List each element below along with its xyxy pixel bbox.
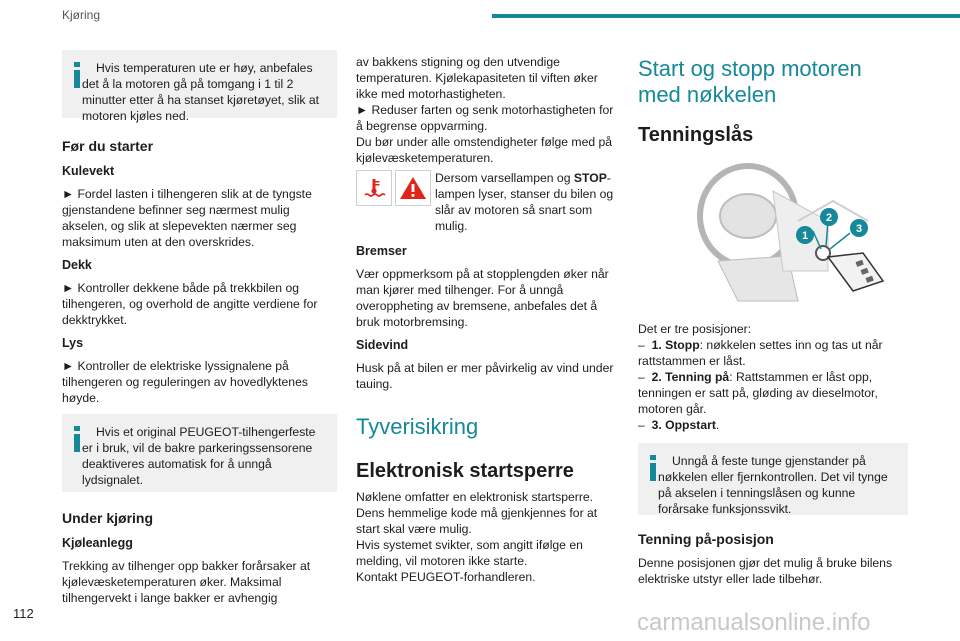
warning-stop-label: STOP bbox=[573, 171, 607, 185]
header-accent-bar bbox=[492, 14, 960, 18]
text-bremser: Vær oppmerksom på at stopplengden øker når man kjører med tilhenger. For å unngå overoppheting av bremsene, anbefales det å bruk motorbremsing. bbox=[356, 267, 609, 329]
text-contact-dealer: Kontakt PEUGEOT-forhandleren. bbox=[356, 570, 536, 584]
heading-bremser: Bremser bbox=[356, 244, 407, 258]
text-cooling-cont: av bakkens stigning og den utvendige temperaturen. Kjølekapasiteten til viften øker ikke med motorhastigheten. bbox=[356, 55, 598, 101]
column-3 bbox=[638, 50, 908, 587]
text-kjoleanlegg: Trekking av tilhenger opp bakker forårsaker at kjølevæsketemperaturen øker. Maksimal tilhengervekt i lange bakker er avhengig bbox=[62, 559, 311, 605]
info-note bbox=[638, 443, 908, 515]
callout-1-label: 1 bbox=[801, 230, 809, 242]
heading-before-start: Før du starter bbox=[62, 138, 154, 154]
position-3-text: . bbox=[715, 418, 720, 432]
info-note-text: Unngå å feste tunge gjenstander på nøkkelen eller fjernkontrollen. Det vil tynge på akselen i tenningslåsen og kunne forårsake funksjonssvikt. bbox=[658, 454, 888, 516]
callout-3-label: 3 bbox=[855, 223, 863, 235]
page-number: 112 bbox=[13, 606, 34, 621]
text-dekk: ► Kontroller dekkene både på trekkbilen og tilhengeren, og overhold de angitte verdiene for dekktrykket. bbox=[62, 281, 318, 327]
position-1 bbox=[638, 337, 908, 369]
heading-elektronisk-startsperre: Elektronisk startsperre bbox=[356, 460, 574, 482]
warning-triangle-icon bbox=[395, 170, 431, 206]
dash: – bbox=[638, 338, 645, 352]
position-1-text: : nøkkelen settes inn og tas ut når rattstammen er låst. bbox=[638, 338, 883, 368]
text-lys: ► Kontroller de elektriske lyssignalene på tilhengeren og reguleringen av hovedlyktenes høyde. bbox=[62, 359, 308, 405]
section-title-tyverisikring: Tyverisikring bbox=[356, 414, 479, 439]
text-sidevind: Husk på at bilen er mer påvirkelig av vind under tauing. bbox=[356, 361, 614, 391]
heading-kulevekt: Kulevekt bbox=[62, 164, 115, 178]
text-three-positions: Det er tre posisjoner: bbox=[638, 322, 752, 336]
section-title-line-1: Start og stopp motoren bbox=[638, 56, 862, 81]
callout-2 bbox=[820, 208, 838, 226]
position-3-label: 3. Oppstart bbox=[651, 418, 716, 432]
warning-text-b: -lampen lyser, stanser du bilen og slår av motoren så snart som mulig. bbox=[435, 171, 614, 233]
dash: – bbox=[638, 418, 645, 432]
heading-tenningslas: Tenningslås bbox=[638, 124, 754, 146]
text-tenning-pa: Denne posisjonen gjør det mulig å bruke bilens elektriske utstyr eller lade tilbehør. bbox=[638, 556, 893, 586]
position-2-text: : Rattstammen er låst opp, tenningen er satt på, gløding av dieselmotor, motoren går. bbox=[638, 370, 878, 416]
heading-under-driving: Under kjøring bbox=[62, 510, 154, 526]
heading-dekk: Dekk bbox=[62, 258, 92, 272]
callout-1 bbox=[796, 226, 814, 244]
column-2 bbox=[356, 50, 619, 585]
heading-tenning-pa: Tenning på-posisjon bbox=[638, 531, 774, 547]
warning-row bbox=[356, 170, 619, 234]
info-note-text: Hvis et original PEUGEOT-tilhengerfeste er i bruk, vil de bakre parkeringssensorene deaktiveres automatisk for å unngå lydsignalet. bbox=[82, 425, 316, 487]
text-kulevekt: ► Fordel lasten i tilhengeren slik at de tyngste gjenstandene befinner seg nærmest mulig akselen, og slik at slepevekten nærmer seg maksimum uten at den overskrides. bbox=[62, 187, 312, 249]
warning-icons bbox=[356, 170, 431, 206]
watermark-text: carmanualsonline.info bbox=[637, 609, 871, 636]
info-note-text: Hvis temperaturen ute er høy, anbefales det å la motoren gå på tomgang i 1 til 2 minutter etter å ha stanset kjøretøyet, slik at motoren kjøles ned. bbox=[82, 61, 320, 123]
dash: – bbox=[638, 370, 645, 384]
section-title-line-2: med nøkkelen bbox=[638, 82, 777, 107]
ignition-illustration bbox=[678, 161, 898, 311]
callout-3 bbox=[850, 219, 868, 237]
warning-text-a: Dersom varsellampen og bbox=[435, 171, 574, 185]
text-reduce-speed: ► Reduser farten og senk motorhastigheten for å begrense oppvarming. bbox=[356, 103, 614, 133]
position-1-label: 1. Stopp bbox=[651, 338, 700, 352]
warning-text bbox=[435, 170, 619, 234]
info-icon bbox=[72, 426, 82, 456]
heading-sidevind: Sidevind bbox=[356, 338, 409, 352]
callout-2-label: 2 bbox=[825, 212, 833, 224]
watermark bbox=[635, 608, 957, 636]
text-elektronisk: Nøklene omfatter en elektronisk startsperre. Dens hemmelige kode må gjenkjennes for at start skal være mulig. bbox=[356, 490, 598, 536]
info-icon bbox=[648, 455, 658, 485]
heading-kjoleanlegg: Kjøleanlegg bbox=[62, 536, 133, 550]
info-icon bbox=[72, 62, 82, 92]
coolant-temperature-warning-icon bbox=[356, 170, 392, 206]
info-note bbox=[62, 50, 337, 123]
position-2-label: 2. Tenning på bbox=[651, 370, 730, 384]
position-2 bbox=[638, 369, 908, 417]
text-follow-temp: Du bør under alle omstendigheter følge med på kjølevæsketemperaturen. bbox=[356, 135, 613, 165]
column-1 bbox=[62, 50, 337, 606]
heading-lys: Lys bbox=[62, 336, 84, 350]
position-3 bbox=[638, 417, 908, 433]
text-system-fail: Hvis systemet svikter, som angitt ifølge en melding, vil motoren ikke starte. bbox=[356, 538, 583, 568]
section-title-start-stop bbox=[638, 56, 908, 108]
info-note bbox=[62, 414, 337, 492]
running-header: Kjøring bbox=[62, 8, 101, 22]
